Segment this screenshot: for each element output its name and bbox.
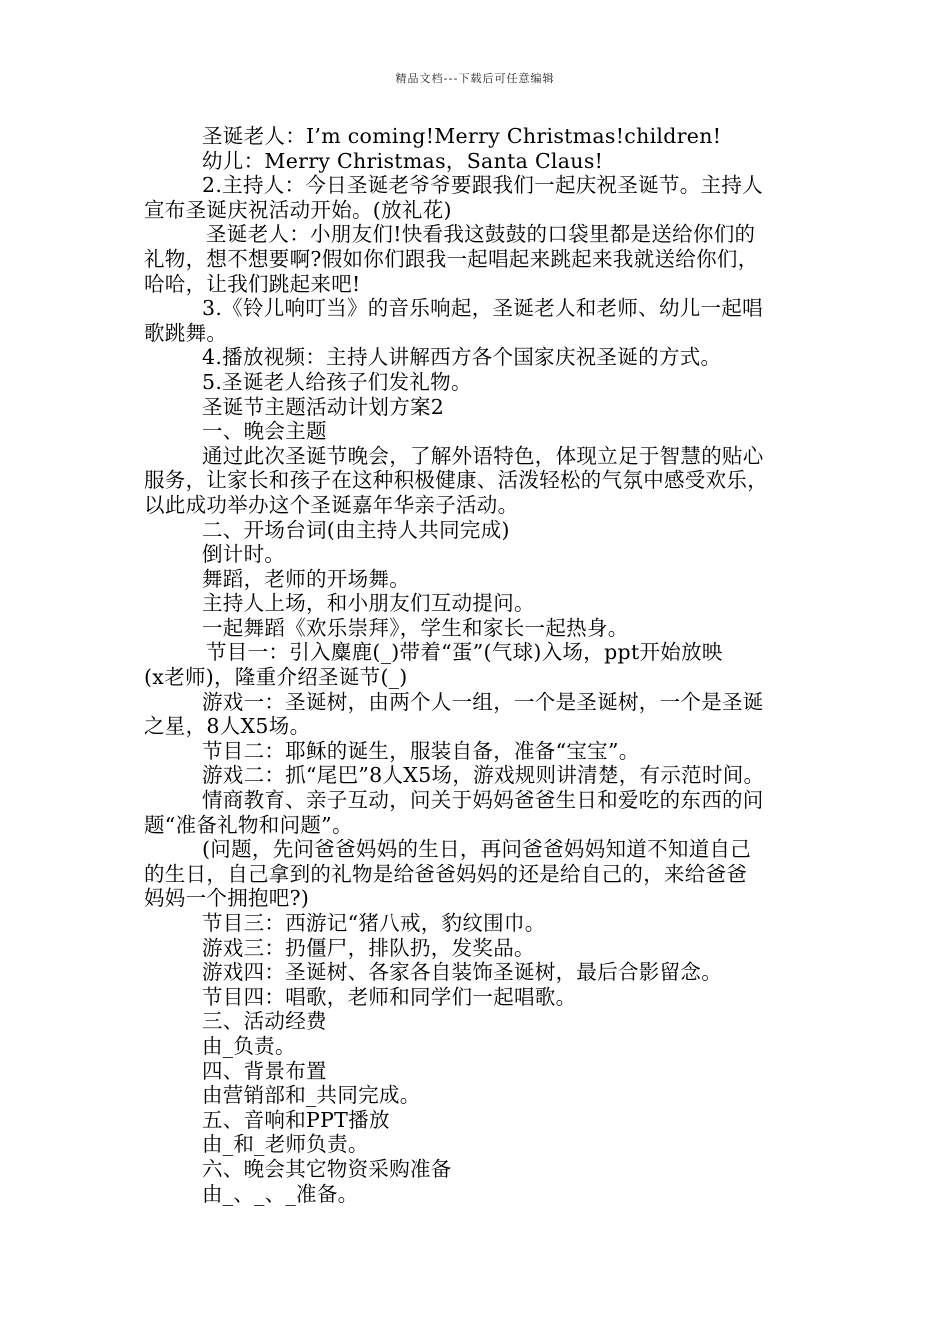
text-line: 5.圣诞老人给孩子们发礼物。: [202, 369, 472, 394]
text-line: 节目四：唱歌，老师和同学们一起唱歌。: [202, 984, 577, 1009]
text-line: 圣诞老人：小朋友们!快看我这鼓鼓的口袋里都是送给你们的: [206, 222, 756, 247]
text-line: 幼儿：Merry Christmas，Santa Claus!: [202, 148, 604, 173]
text-line: 游戏三：扔僵尸，排队扔，发奖品。: [202, 935, 535, 960]
text-line: 游戏一：圣诞树，由两个人一组，一个是圣诞树，一个是圣诞: [202, 689, 764, 714]
text-line: 服务，让家长和孩子在这种积极健康、活泼轻松的气氛中感受欢乐，: [144, 468, 768, 493]
text-line: 宣布圣诞庆祝活动开始。(放礼花): [144, 197, 452, 222]
text-line: 情商教育、亲子互动，问关于妈妈爸爸生日和爱吃的东西的问: [202, 788, 764, 813]
page-header: 精品文档---下载后可任意编辑: [395, 72, 555, 85]
section-heading: 一、晚会主题: [202, 419, 327, 444]
text-line: 题“准备礼物和问题”。: [144, 812, 353, 837]
text-line: 哈哈，让我们跳起来吧!: [144, 271, 361, 296]
text-line: 节目二：耶稣的诞生，服装自备，准备“宝宝”。: [202, 738, 640, 763]
text-line: 2.主持人：今日圣诞老爷爷要跟我们一起庆祝圣诞节。主持人: [202, 173, 763, 198]
text-line: 通过此次圣诞节晚会，了解外语特色，体现立足于智慧的贴心: [202, 443, 764, 468]
text-line: 4.播放视频：主持人讲解西方各个国家庆祝圣诞的方式。: [202, 345, 722, 370]
text-line: 由营销部和_共同完成。: [202, 1083, 421, 1108]
text-line: (x老师)，隆重介绍圣诞节(_): [144, 665, 408, 690]
section-heading: 四、背景布置: [202, 1058, 327, 1083]
text-line: 游戏二：抓“尾巴”8人X5场，游戏规则讲清楚，有示范时间。: [202, 763, 765, 788]
text-line: 由_和_老师负责。: [202, 1132, 369, 1157]
text-line: 圣诞老人：I’m coming!Merry Christmas!children!: [202, 124, 722, 148]
text-line: (问题，先问爸爸妈妈的生日，再问爸爸妈妈知道不知道自己: [202, 837, 752, 862]
text-line: 3.《铃儿响叮当》的音乐响起，圣诞老人和老师、幼儿一起唱: [202, 296, 763, 321]
text-line: 倒计时。: [202, 542, 286, 567]
text-line: 主持人上场，和小朋友们互动提问。: [202, 591, 535, 616]
text-line: 歌跳舞。: [144, 320, 228, 345]
section-heading: 五、音响和PPT播放: [202, 1107, 390, 1132]
text-line: 礼物，想不想要啊?假如你们跟我一起唱起来跳起来我就送给你们，: [144, 246, 759, 271]
text-line: 由_、_、_准备。: [202, 1181, 359, 1206]
text-line: 舞蹈，老师的开场舞。: [202, 566, 410, 591]
text-line: 节目一：引入麋鹿(_)带着“蛋”(气球)入场，ppt开始放映: [206, 640, 723, 665]
text-line: 一起舞蹈《欢乐崇拜》，学生和家长一起热身。: [202, 615, 629, 640]
text-line: 以此成功举办这个圣诞嘉年华亲子活动。: [144, 492, 519, 517]
section-heading: 三、活动经费: [202, 1009, 327, 1034]
text-line: 之星，8人X5场。: [144, 714, 311, 739]
document-body: [144, 124, 816, 1206]
text-line: 妈妈一个拥抱吧?): [144, 886, 310, 911]
text-line: 由_负责。: [202, 1033, 296, 1058]
section-heading: 二、开场台词(由主持人共同完成): [202, 517, 510, 542]
section-heading: 六、晚会其它物资采购准备: [202, 1156, 452, 1181]
section-title: 圣诞节主题活动计划方案2: [202, 394, 445, 419]
text-line: 节目三：西游记“猪八戒，豹纹围巾。: [202, 911, 546, 935]
text-line: 游戏四：圣诞树、各家各自装饰圣诞树，最后合影留念。: [202, 960, 722, 985]
text-line: 的生日，自己拿到的礼物是给爸爸妈妈的还是给自己的，来给爸爸: [144, 861, 748, 886]
